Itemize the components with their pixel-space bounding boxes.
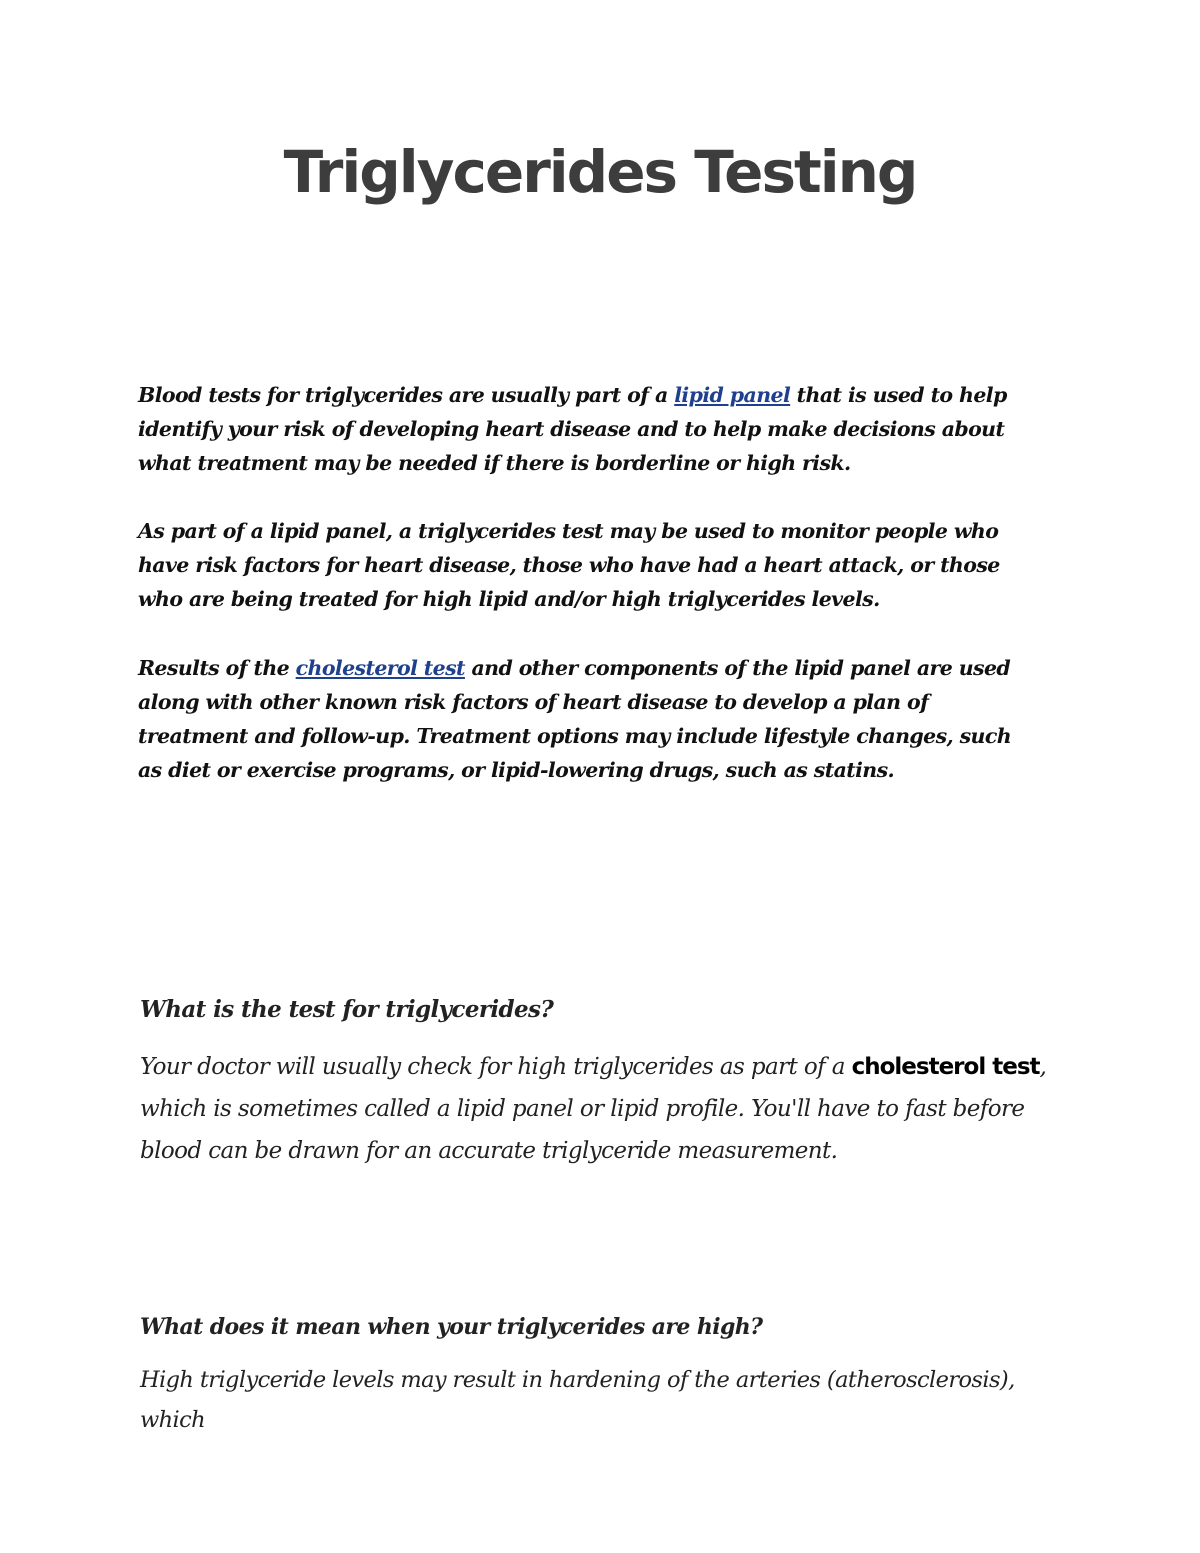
page-title: Triglycerides Testing	[283, 138, 917, 206]
results-text-end: and other components of the lipid panel are used along with other known risk factors of heart disease to develop a plan of treatment and follow-up. Treatment options may include lifestyle changes, such as diet or exercise programs, or lipid-lowering drugs, such as statins.	[138, 656, 1012, 782]
intro-paragraph	[138, 378, 1038, 480]
intro-text-start: Blood tests for triglycerides are usually part of a	[138, 383, 675, 407]
lipid-panel-link[interactable]: lipid panel	[674, 383, 791, 407]
answer-paragraph-test	[140, 1046, 1060, 1172]
results-paragraph	[138, 651, 1038, 787]
cholesterol-test-bold: cholesterol test	[851, 1054, 1040, 1080]
answer-paragraph-high: High triglyceride levels may result in hardening of the arteries (atherosclerosis), which	[140, 1367, 1015, 1433]
monitoring-paragraph: As part of a lipid panel, a triglycerides test may be used to monitor people who have risk factors for heart disease, those who have had a heart attack, or those who are being treated for high lipid and/or high triglycerides levels.	[138, 519, 1000, 611]
answer-text-end: , which is sometimes called a lipid panel or lipid profile. You'll have to fast before blood can be drawn for an accurate triglyceride measurement.	[140, 1054, 1047, 1164]
intro-text-end: that is used to help identify your risk of developing heart disease and to help make decisions about what treatment may be needed if there is borderline or high risk.	[138, 383, 1007, 475]
results-text-start: Results of the	[138, 656, 296, 680]
question-heading-test: What is the test for triglycerides?	[140, 996, 554, 1023]
answer-text-start: Your doctor will usually check for high triglycerides as part of a	[140, 1054, 852, 1080]
cholesterol-test-link[interactable]: cholesterol test	[295, 656, 465, 680]
question-heading-high: What does it mean when your triglycerides are high?	[140, 1314, 763, 1340]
